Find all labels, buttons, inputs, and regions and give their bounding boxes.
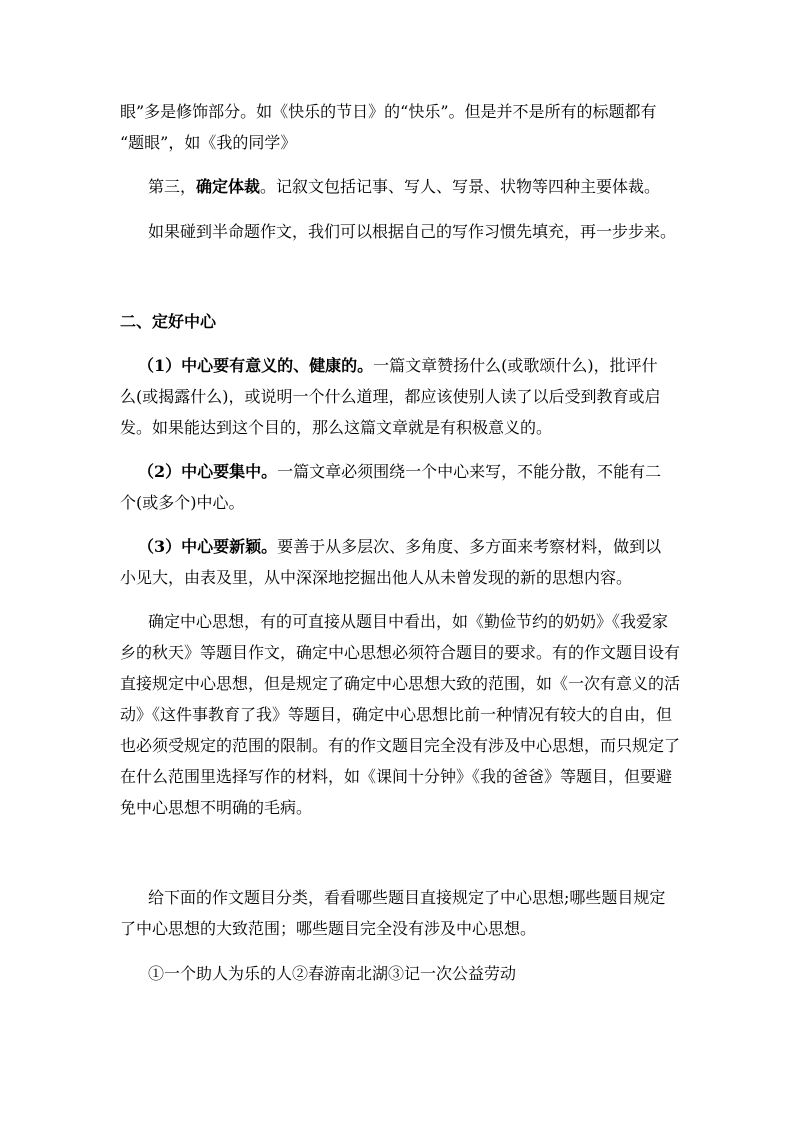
paragraph-line: 也必须受规定的范围的限制。有的作文题目完全没有涉及中心思想，而只规定了	[120, 736, 681, 755]
paragraph-line: 么(或揭露什么)，或说明一个什么道理，都应该使别人读了以后受到教育或启	[120, 387, 661, 406]
paragraph-line: 眼”多是修饰部分。如《快乐的节日》的“快乐”。但是并不是所有的标题都有	[120, 102, 657, 121]
bold-phrase: （2）中心要集中。	[138, 462, 278, 481]
paragraph-line: 发。如果能达到这个目的，那么这篇文章就是有积极意义的。	[120, 418, 553, 437]
paragraph-genre	[148, 177, 660, 197]
text-run: 要善于从多层次、多角度、多方面来考察材料，做到以	[277, 537, 662, 556]
paragraph-line: “题眼”，如《我的同学》	[120, 133, 297, 152]
paragraph-line: 乡的秋天》等题目作文，确定中心思想必须符合题目的要求。有的作文题目设有	[120, 643, 681, 662]
paragraph-line: 确定中心思想，有的可直接从题目中看出，如《勤俭节约的奶奶》《我爱家	[148, 612, 669, 631]
paragraph-line: ①一个助人为乐的人②春游南北湖③记一次公益劳动	[148, 964, 517, 983]
paragraph-line: 直接规定中心思想，但是规定了确定中心思想大致的范围，如《一次有意义的活	[120, 674, 681, 693]
text-run: 一篇文章必须围绕一个中心来写，不能分散，不能有二	[277, 462, 662, 481]
paragraph-line: 给下面的作文题目分类，看看哪些题目直接规定了中心思想;哪些题目规定	[148, 888, 666, 907]
paragraph-line: 动》《这件事教育了我》等题目，确定中心思想比前一种情况有较大的自由，但	[120, 705, 673, 724]
text-run: 一篇文章赞扬什么(或歌颂什么)，批评什	[373, 356, 658, 375]
list-item-2	[138, 462, 661, 482]
paragraph-line: 小见大，由表及里，从中深深地挖掘出他人从未曾发现的新的思想内容。	[120, 568, 633, 587]
text-run: 第三，	[148, 177, 197, 196]
bold-phrase: （3）中心要新颖。	[138, 537, 278, 556]
paragraph-line: 了中心思想的大致范围；哪些题目完全没有涉及中心思想。	[120, 919, 537, 938]
bold-phrase: （1）中心要有意义的、健康的。	[138, 356, 374, 375]
list-item-3	[138, 537, 661, 557]
list-item-1	[138, 356, 658, 376]
paragraph-line: 免中心思想不明确的毛病。	[120, 798, 313, 817]
paragraph-line: 在什么范围里选择写作的材料，如《课间十分钟》《我的爸爸》等题目，但要避	[120, 767, 673, 786]
bold-phrase: 确定体裁	[196, 177, 261, 196]
section-heading: 二、定好中心	[120, 312, 217, 331]
text-run: 。记叙文包括记事、写人、写景、状物等四种主要体裁。	[260, 177, 661, 196]
paragraph-line: 如果碰到半命题作文，我们可以根据自己的写作习惯先填充，再一步步来。	[148, 222, 677, 241]
paragraph-line: 个(或多个)中心。	[120, 493, 245, 512]
